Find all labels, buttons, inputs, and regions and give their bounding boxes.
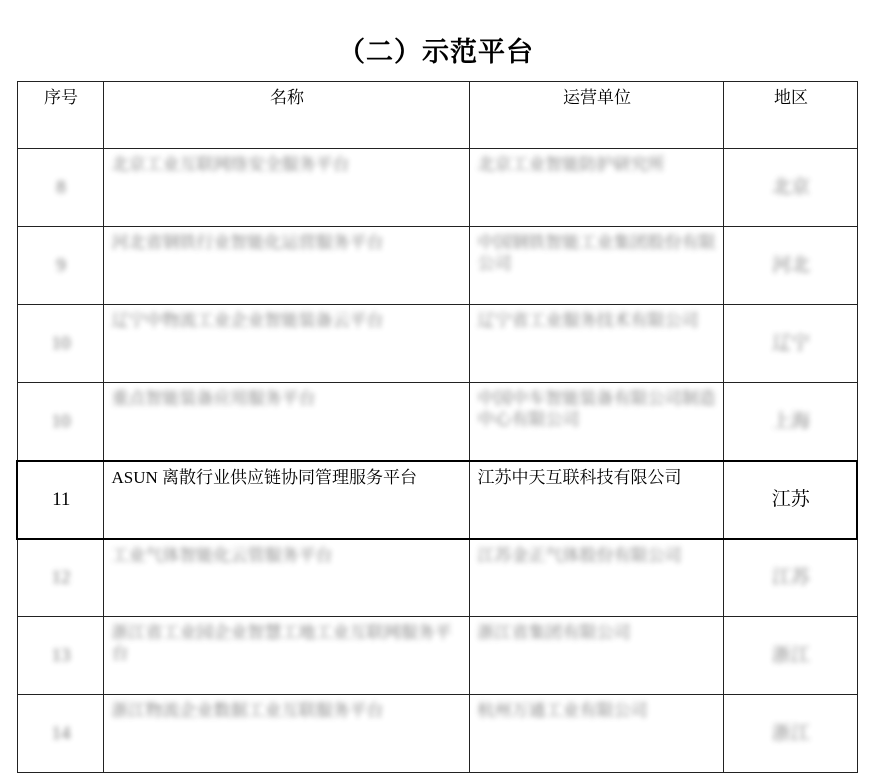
cell-org: 江苏中天互联科技有限公司	[469, 461, 723, 539]
cell-name: 重点智能装备应用服务平台	[103, 383, 469, 461]
page-title: （二）示范平台	[338, 37, 534, 68]
cell-org: 杭州万通工业有限公司	[469, 695, 723, 773]
cell-name: 工业气体智能化云管服务平台	[103, 539, 469, 617]
cell-org: 中国中车智能装备有限公司制造中心有限公司	[469, 383, 723, 461]
cell-org: 北京工业智能防护研究所	[469, 149, 723, 227]
cell-name: ASUN 离散行业供应链协同管理服务平台	[103, 461, 469, 539]
cell-org: 浙江省集团有限公司	[469, 617, 723, 695]
column-header-index: 序号	[17, 82, 103, 149]
cell-index: 11	[17, 461, 103, 539]
cell-index: 10	[17, 383, 103, 461]
cell-name: 辽宁中物流工业企业智能装备云平台	[103, 305, 469, 383]
cell-area: 辽宁	[723, 305, 857, 383]
cell-area: 河北	[723, 227, 857, 305]
platform-table	[16, 81, 858, 773]
cell-area: 浙江	[723, 695, 857, 773]
table-row	[17, 383, 857, 461]
cell-org: 江苏金正气体股份有限公司	[469, 539, 723, 617]
cell-area: 北京	[723, 149, 857, 227]
table-row	[17, 539, 857, 617]
cell-index: 9	[17, 227, 103, 305]
column-header-name: 名称	[103, 82, 469, 149]
table-row-highlighted	[17, 461, 857, 539]
cell-area: 浙江	[723, 617, 857, 695]
column-header-org: 运营单位	[469, 82, 723, 149]
table-row	[17, 305, 857, 383]
cell-index: 13	[17, 617, 103, 695]
table-header	[17, 82, 857, 149]
cell-index: 14	[17, 695, 103, 773]
cell-org: 辽宁省工业服务技术有限公司	[469, 305, 723, 383]
cell-index: 10	[17, 305, 103, 383]
table-row	[17, 617, 857, 695]
table-row	[17, 149, 857, 227]
table-container	[16, 81, 856, 773]
cell-name: 浙江物流企业数据工业互联服务平台	[103, 695, 469, 773]
cell-area: 江苏	[723, 539, 857, 617]
cell-name: 河北省钢铁行业智能化运营服务平台	[103, 227, 469, 305]
cell-name: 浙江省工业园企业智慧工地工业互联网服务平台	[103, 617, 469, 695]
cell-area: 江苏	[723, 461, 857, 539]
column-header-area: 地区	[723, 82, 857, 149]
table-row	[17, 695, 857, 773]
header-row	[17, 82, 857, 149]
cell-area: 上海	[723, 383, 857, 461]
cell-name: 北京工业互联网络安全服务平台	[103, 149, 469, 227]
cell-org: 中国钢铁智能工业集团股份有限公司	[469, 227, 723, 305]
table-row	[17, 227, 857, 305]
table-body	[17, 149, 857, 773]
cell-index: 12	[17, 539, 103, 617]
cell-index: 8	[17, 149, 103, 227]
